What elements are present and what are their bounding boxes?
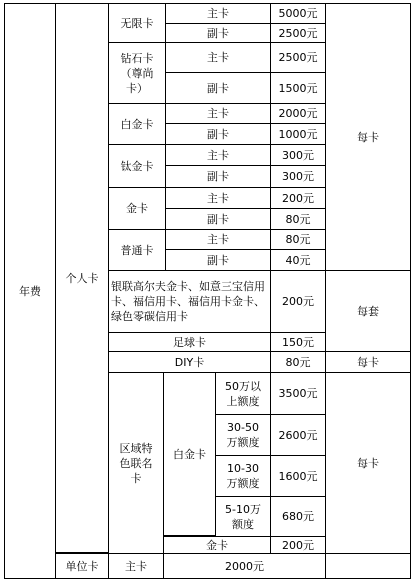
diy-card-label: DIY卡 [108,351,271,373]
standard-secondary-label: 副卡 [165,249,271,271]
football-card-fee: 150元 [270,332,326,352]
combo-cards-fee: 200元 [270,270,326,333]
per-card-top: 每卡 [325,3,411,271]
per-set: 每套 [325,270,411,352]
diy-card-fee: 80元 [270,351,326,373]
regional-tier-1-fee: 3500元 [270,372,326,415]
platinum-primary-label: 主卡 [165,103,271,124]
diamond-card-label: 钻石卡（尊尚卡） [108,42,166,104]
regional-tier-2-label: 30-50万额度 [215,414,271,456]
titanium-card-label: 钛金卡 [108,144,166,188]
standard-primary-fee: 80元 [270,229,326,250]
platinum-secondary-fee: 1000元 [270,123,326,145]
unit-card-header: 单位卡 [55,553,109,579]
regional-tier-4-label: 5-10万额度 [215,496,271,537]
regional-tier-3-label: 10-30万额度 [215,455,271,497]
regional-tier-4-fee: 680元 [270,496,326,537]
standard-primary-label: 主卡 [165,229,271,250]
regional-platinum-label: 白金卡 [163,372,216,536]
gold-secondary-fee: 80元 [270,208,326,230]
infinite-secondary-fee: 2500元 [270,23,326,43]
regional-gold-fee: 200元 [270,536,326,554]
unit-card-fee: 2000元 [163,553,326,579]
regional-card-label: 区域特色联名卡 [108,372,164,554]
platinum-secondary-label: 副卡 [165,123,271,145]
unit-primary-label: 主卡 [108,553,164,579]
platinum-primary-fee: 2000元 [270,103,326,124]
regional-tier-1-label: 50万以上额度 [215,372,271,415]
titanium-secondary-fee: 300元 [270,165,326,188]
titanium-primary-fee: 300元 [270,144,326,166]
diamond-primary-fee: 2500元 [270,42,326,73]
regional-tier-2-fee: 2600元 [270,414,326,456]
infinite-secondary-label: 副卡 [165,23,271,43]
diamond-secondary-fee: 1500元 [270,72,326,104]
per-card-regional: 每卡 [325,372,411,554]
unit-card-blank [325,553,411,579]
per-card-diy: 每卡 [325,351,411,373]
football-card-label: 足球卡 [108,332,271,352]
infinite-primary-fee: 5000元 [270,3,326,24]
infinite-primary-label: 主卡 [165,3,271,24]
combo-cards-label: 银联高尔夫金卡、如意三宝信用卡、福信用卡、福信用卡金卡、绿色零碳信用卡 [108,270,271,333]
annual-fee-header: 年费 [4,3,56,579]
gold-primary-fee: 200元 [270,187,326,209]
standard-secondary-fee: 40元 [270,249,326,271]
infinite-card-label: 无限卡 [108,3,166,43]
regional-gold-label: 金卡 [163,536,271,554]
platinum-card-label: 白金卡 [108,103,166,145]
standard-card-label: 普通卡 [108,229,166,271]
diamond-primary-label: 主卡 [165,42,271,73]
diamond-secondary-label: 副卡 [165,72,271,104]
titanium-primary-label: 主卡 [165,144,271,166]
gold-card-label: 金卡 [108,187,166,230]
gold-secondary-label: 副卡 [165,208,271,230]
titanium-secondary-label: 副卡 [165,165,271,188]
personal-card-header: 个人卡 [55,3,109,553]
regional-tier-3-fee: 1600元 [270,455,326,497]
gold-primary-label: 主卡 [165,187,271,209]
